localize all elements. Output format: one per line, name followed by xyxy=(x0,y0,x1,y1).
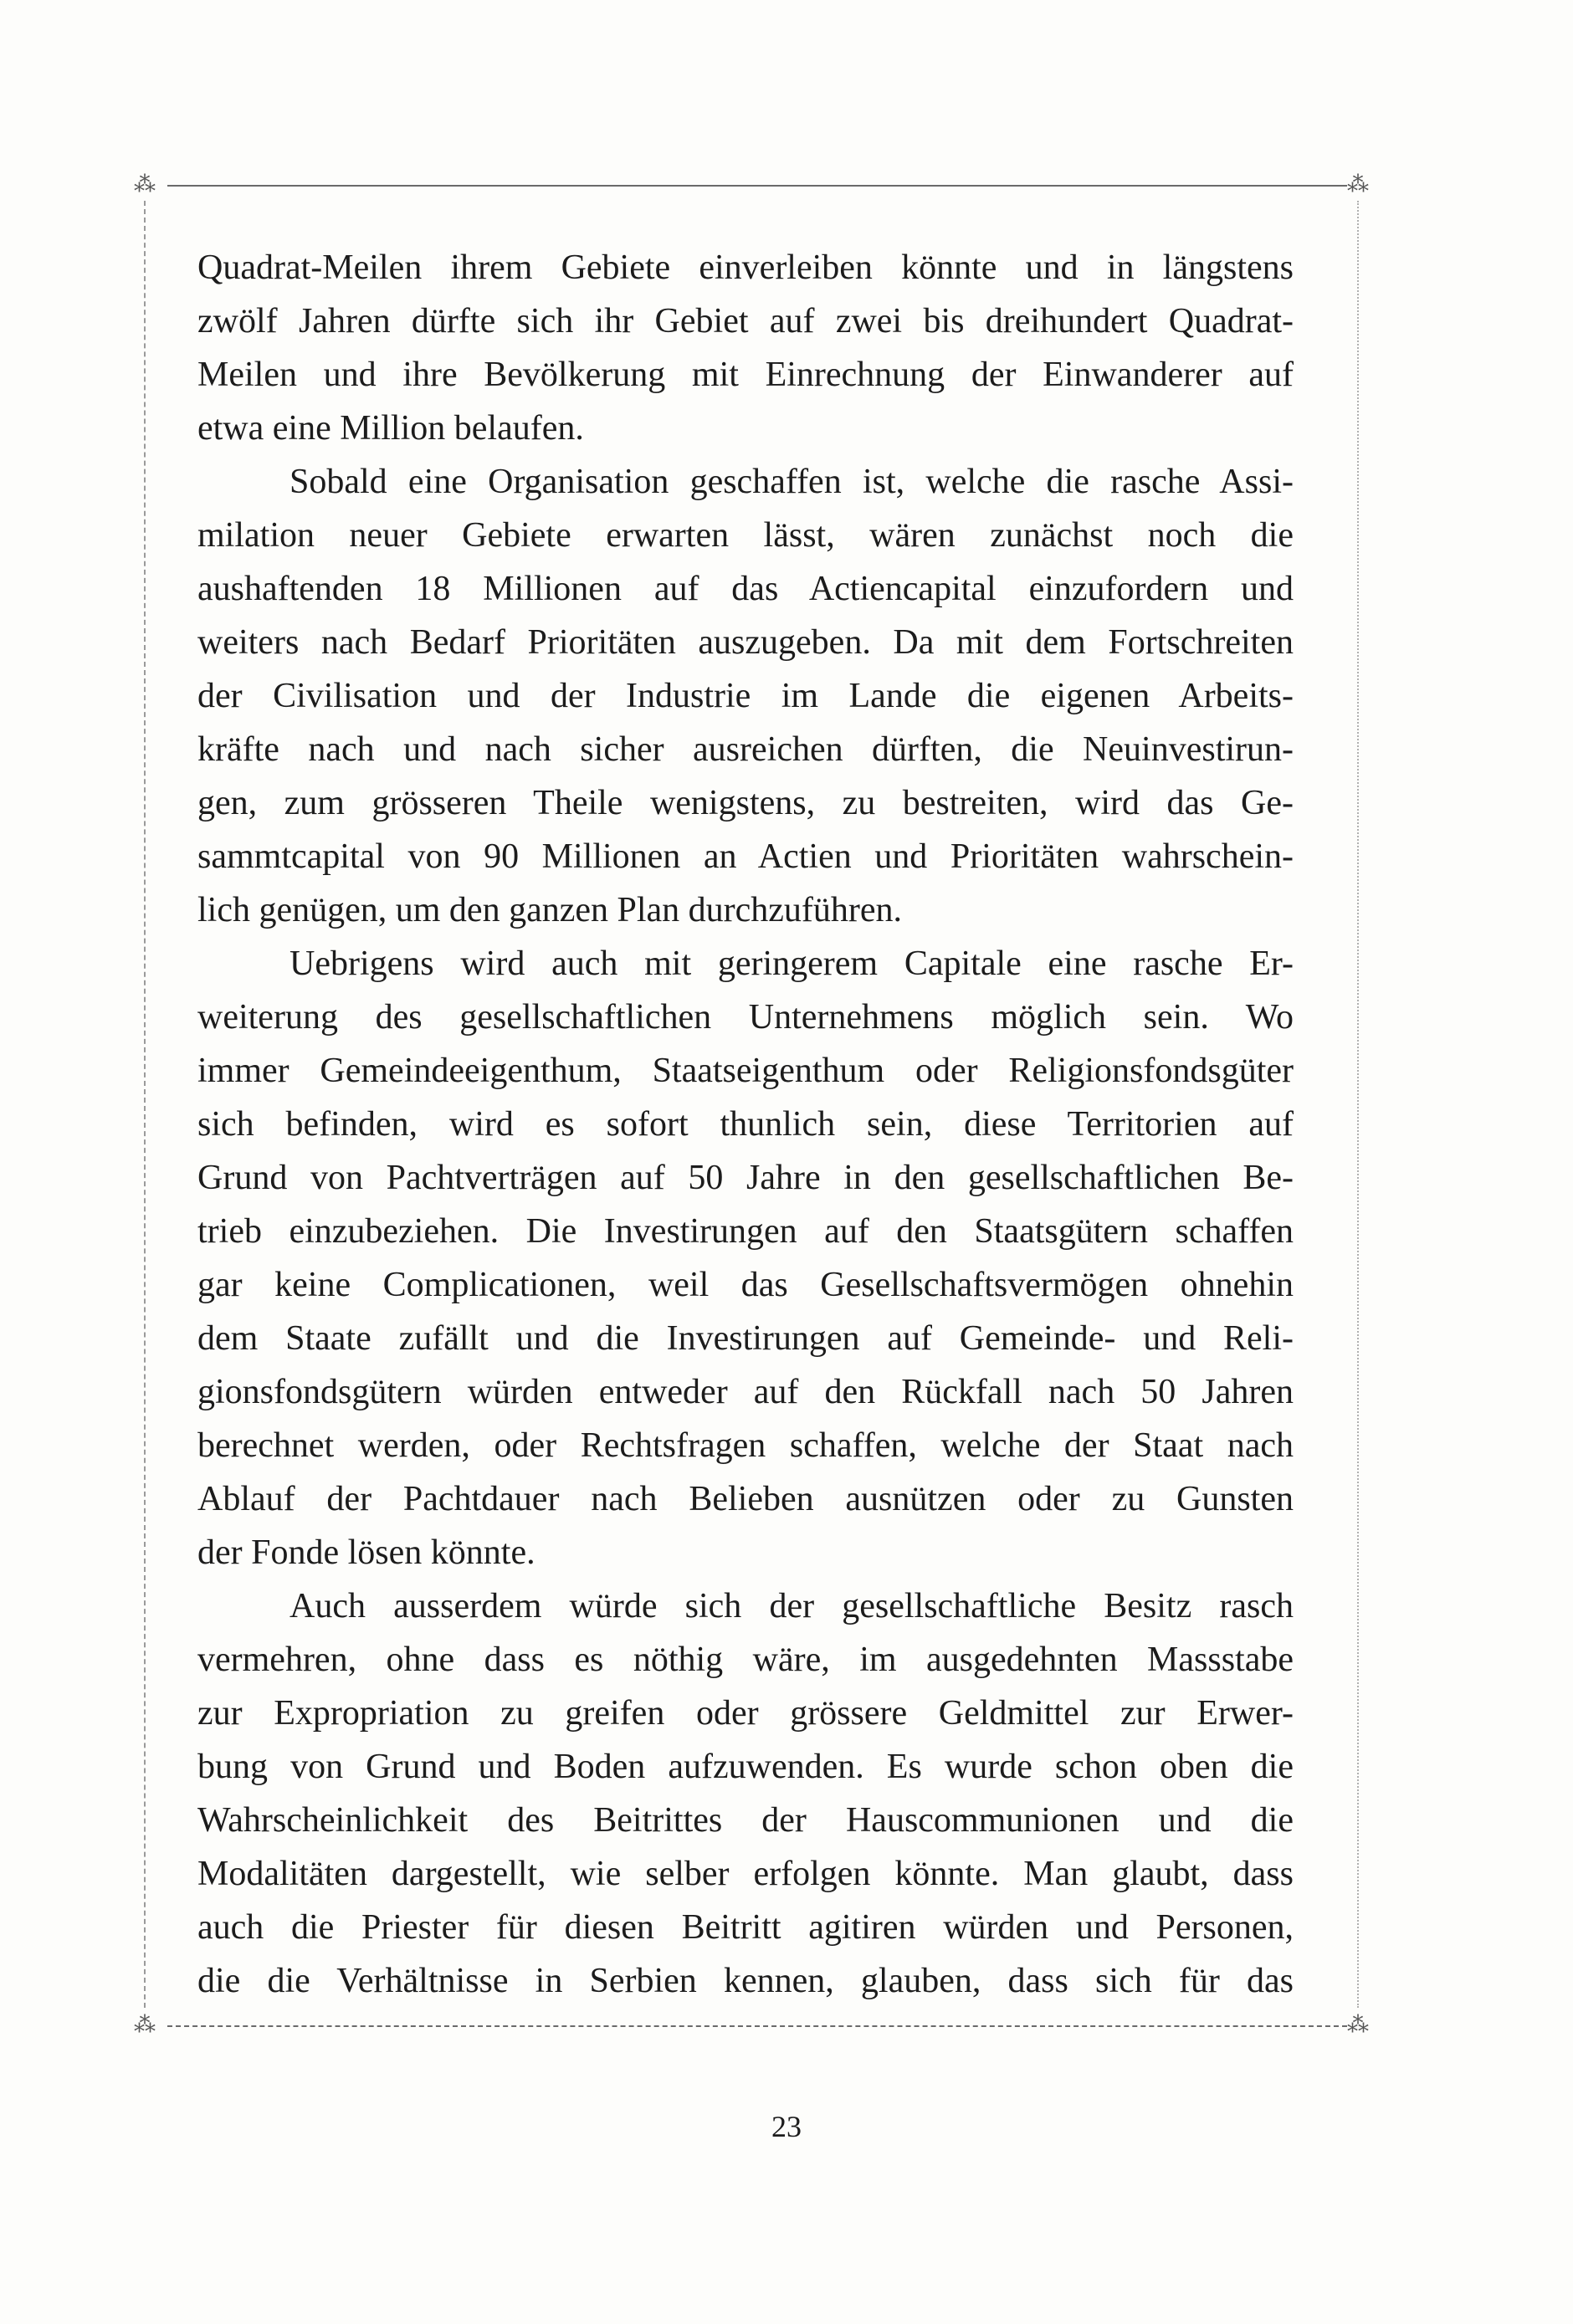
corner-ornament-icon: ⁂ xyxy=(1347,172,1369,197)
text-line: bung von Grund und Boden aufzuwenden. Es wurde schon oben die xyxy=(197,1748,1294,1786)
text-line: Wahrscheinlichkeit des Beitrittes der Hauscommunionen und die xyxy=(197,1801,1294,1840)
text-line: gionsfondsgütern würden entweder auf den Rückfall nach 50 Jahren xyxy=(197,1373,1294,1411)
text-line: milation neuer Gebiete erwarten lässt, wären zunächst noch die xyxy=(197,516,1294,555)
text-line: kräfte nach und nach sicher ausreichen dürften, die Neuinvestirun- xyxy=(197,730,1294,769)
text-line: sich befinden, wird es sofort thunlich sein, diese Territorien auf xyxy=(197,1105,1294,1144)
text-line: Ablauf der Pachtdauer nach Belieben ausnützen oder zu Gunsten xyxy=(197,1480,1294,1518)
text-line: etwa eine Million belaufen. xyxy=(197,409,584,448)
corner-ornament-icon: ⁂ xyxy=(134,172,156,197)
text-line: weiterung des gesellschaftlichen Unternehmens möglich sein. Wo xyxy=(197,998,1294,1037)
frame-rule-right xyxy=(1357,201,1359,2008)
text-line: weiters nach Bedarf Prioritäten auszugeben. Da mit dem Fortschreiten xyxy=(197,623,1294,662)
text-line: die die Verhältnisse in Serbien kennen, glauben, dass sich für das xyxy=(197,1962,1294,2000)
text-line: dem Staate zufällt und die Investirungen auf Gemeinde- und Reli- xyxy=(197,1319,1294,1358)
page-number: 23 xyxy=(771,2110,802,2143)
text-line: immer Gemeindeeigenthum, Staatseigenthum oder Religionsfondsgüter xyxy=(197,1052,1294,1090)
text-line: gar keine Complicationen, weil das Gesellschaftsvermögen ohnehin xyxy=(197,1266,1294,1304)
text-line: Auch ausserdem würde sich der gesellschaftliche Besitz rasch xyxy=(289,1587,1294,1625)
text-line: der Civilisation und der Industrie im Lande die eigenen Arbeits- xyxy=(197,677,1294,715)
body-text xyxy=(197,241,1294,2008)
text-line: vermehren, ohne dass es nöthig wäre, im ausgedehnten Massstabe xyxy=(197,1641,1294,1679)
corner-ornament-icon: ⁂ xyxy=(1347,2013,1369,2037)
text-line: Quadrat-Meilen ihrem Gebiete einverleiben könnte und in längstens xyxy=(197,248,1294,287)
text-line: berechnet werden, oder Rechtsfragen schaffen, welche der Staat nach xyxy=(197,1426,1294,1465)
frame-rule-bottom xyxy=(167,2025,1347,2027)
frame-rule-top xyxy=(167,185,1347,187)
text-line: Grund von Pachtverträgen auf 50 Jahre in den gesellschaftlichen Be- xyxy=(197,1159,1294,1197)
text-line: Sobald eine Organisation geschaffen ist, welche die rasche Assi- xyxy=(289,463,1294,501)
text-line: trieb einzubeziehen. Die Investirungen auf den Staatsgütern schaffen xyxy=(197,1212,1294,1251)
text-line: auch die Priester für diesen Beitritt agitiren würden und Personen, xyxy=(197,1908,1294,1947)
text-line: Meilen und ihre Bevölkerung mit Einrechnung der Einwanderer auf xyxy=(197,356,1294,394)
text-line: lich genügen, um den ganzen Plan durchzuführen. xyxy=(197,891,903,929)
text-line: sammtcapital von 90 Millionen an Actien und Prioritäten wahrschein- xyxy=(197,837,1294,876)
text-line: aushaftenden 18 Millionen auf das Actiencapital einzufordern und xyxy=(197,570,1294,608)
corner-ornament-icon: ⁂ xyxy=(134,2013,156,2037)
text-line: zur Expropriation zu greifen oder grössere Geldmittel zur Erwer- xyxy=(197,1694,1294,1733)
text-line: der Fonde lösen könnte. xyxy=(197,1533,535,1572)
text-line: Modalitäten dargestellt, wie selber erfolgen könnte. Man glaubt, dass xyxy=(197,1855,1294,1893)
text-line: gen, zum grösseren Theile wenigstens, zu bestreiten, wird das Ge- xyxy=(197,784,1294,822)
text-line: zwölf Jahren dürfte sich ihr Gebiet auf zwei bis dreihundert Quadrat- xyxy=(197,302,1294,340)
text-line: Uebrigens wird auch mit geringerem Capitale eine rasche Er- xyxy=(289,944,1294,983)
frame-rule-left xyxy=(144,201,146,2008)
